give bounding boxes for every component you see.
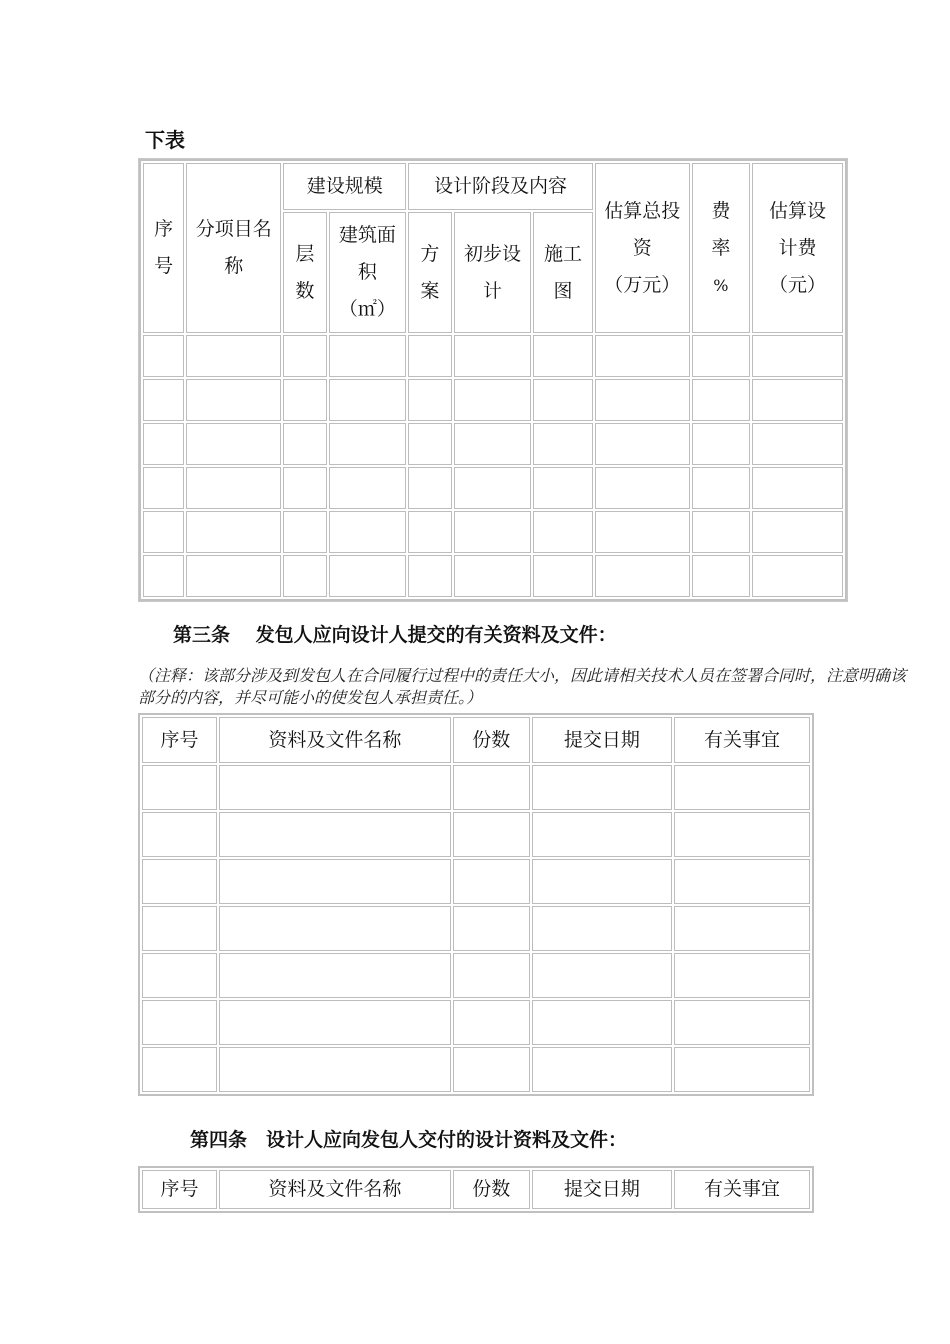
table-cell <box>329 555 407 597</box>
section4-title: 第四条 设计人应向发包人交付的设计资料及文件： <box>190 1129 628 1151</box>
col-copies: 份数 <box>453 717 530 763</box>
table-cell <box>454 335 532 377</box>
header-preliminary-design: 初步设 计 <box>454 212 532 333</box>
table-cell <box>454 467 532 509</box>
table-row <box>143 379 843 421</box>
table-cell <box>674 1047 810 1092</box>
table-cell <box>453 1000 530 1045</box>
header-estimated-investment: 估算总投 资 （万元） <box>595 163 690 333</box>
table-cell <box>329 423 407 465</box>
table-cell <box>219 953 451 998</box>
table-row <box>143 423 843 465</box>
col-remarks: 有关事宜 <box>674 1170 810 1209</box>
header-floors: 层 数 <box>283 212 326 333</box>
table-cell <box>532 812 672 857</box>
table-cell <box>692 423 751 465</box>
design-fee-table <box>139 159 847 601</box>
table-cell <box>692 555 751 597</box>
table-cell <box>143 511 184 553</box>
table-cell <box>283 335 326 377</box>
table-cell <box>219 906 451 951</box>
table-cell <box>533 379 593 421</box>
table-cell <box>692 467 751 509</box>
table-cell <box>283 423 326 465</box>
table-cell <box>143 555 184 597</box>
table-cell <box>454 423 532 465</box>
table-cell <box>674 1000 810 1045</box>
col-submit-date: 提交日期 <box>532 717 672 763</box>
table-cell <box>453 906 530 951</box>
table-cell <box>143 379 184 421</box>
table-cell <box>142 812 217 857</box>
table-cell <box>532 906 672 951</box>
table-cell <box>283 467 326 509</box>
header-floor-area: 建筑面 积 （㎡） <box>329 212 407 333</box>
table-cell <box>219 1047 451 1092</box>
table-row <box>143 511 843 553</box>
table-cell <box>453 812 530 857</box>
table-cell <box>454 555 532 597</box>
table-cell <box>532 1047 672 1092</box>
table-cell <box>674 859 810 904</box>
col-seq: 序号 <box>142 1170 217 1209</box>
table-cell <box>142 765 217 810</box>
client-documents-table <box>138 713 814 1096</box>
table-row <box>142 765 810 810</box>
table-cell <box>692 379 751 421</box>
table-cell <box>453 1047 530 1092</box>
table-cell <box>532 1000 672 1045</box>
table-cell <box>453 765 530 810</box>
table-cell <box>142 953 217 998</box>
table-cell <box>142 1047 217 1092</box>
table-cell <box>595 511 690 553</box>
table-cell <box>142 1000 217 1045</box>
col-doc-name: 资料及文件名称 <box>219 717 451 763</box>
table-row <box>142 906 810 951</box>
table-cell <box>532 765 672 810</box>
table-cell <box>186 511 281 553</box>
table-row <box>143 467 843 509</box>
table-cell <box>283 555 326 597</box>
table-cell <box>752 379 843 421</box>
table-row <box>142 859 810 904</box>
table-cell <box>143 335 184 377</box>
table-cell <box>408 511 451 553</box>
table-row <box>143 335 843 377</box>
header-construction-drawing: 施工 图 <box>533 212 593 333</box>
table-row <box>142 1047 810 1092</box>
header-fee-rate: 费 率 % <box>692 163 751 333</box>
table-cell <box>674 953 810 998</box>
table-cell <box>219 1000 451 1045</box>
table-cell <box>219 765 451 810</box>
table-cell <box>329 511 407 553</box>
table-cell <box>143 467 184 509</box>
heading: 下表 <box>145 128 185 152</box>
table-cell <box>219 859 451 904</box>
table-cell <box>219 812 451 857</box>
table-cell <box>532 953 672 998</box>
table-cell <box>283 379 326 421</box>
header-seq: 序 号 <box>143 163 184 333</box>
header-scheme: 方 案 <box>408 212 451 333</box>
table-cell <box>408 555 451 597</box>
col-seq: 序号 <box>142 717 217 763</box>
col-remarks: 有关事宜 <box>674 717 810 763</box>
table-cell <box>186 379 281 421</box>
table-cell <box>752 423 843 465</box>
table-cell <box>186 467 281 509</box>
table-cell <box>329 467 407 509</box>
table-cell <box>454 379 532 421</box>
header-estimated-fee: 估算设 计费 （元） <box>752 163 843 333</box>
table-cell <box>329 335 407 377</box>
table-cell <box>595 379 690 421</box>
table-cell <box>186 423 281 465</box>
table-cell <box>752 511 843 553</box>
table-row <box>142 953 810 998</box>
table-cell <box>142 859 217 904</box>
table-cell <box>408 379 451 421</box>
col-copies: 份数 <box>453 1170 530 1209</box>
table-cell <box>143 423 184 465</box>
table-cell <box>674 765 810 810</box>
header-design-stage: 设计阶段及内容 <box>408 163 593 210</box>
table-cell <box>453 859 530 904</box>
section3-title: 第三条 发包人应向设计人提交的有关资料及文件： <box>173 624 617 646</box>
col-submit-date: 提交日期 <box>532 1170 672 1209</box>
table-cell <box>595 423 690 465</box>
table-cell <box>533 511 593 553</box>
header-item-name: 分项目名 称 <box>186 163 281 333</box>
section3-note: （注释：该部分涉及到发包人在合同履行过程中的责任大小，因此请相关技术人员在签署合同时，注意明确该部分的内容，并尽可能小的使发包人承担责任。） <box>138 666 907 707</box>
col-doc-name: 资料及文件名称 <box>219 1170 451 1209</box>
table-cell <box>532 859 672 904</box>
table-cell <box>595 555 690 597</box>
table-cell <box>692 335 751 377</box>
table-row <box>142 812 810 857</box>
table-cell <box>752 555 843 597</box>
table-cell <box>408 335 451 377</box>
table-cell <box>692 511 751 553</box>
table-row <box>142 1000 810 1045</box>
table-cell <box>408 423 451 465</box>
table-cell <box>674 812 810 857</box>
table-cell <box>408 467 451 509</box>
table-cell <box>186 555 281 597</box>
table-cell <box>752 335 843 377</box>
table-cell <box>533 423 593 465</box>
table-cell <box>674 906 810 951</box>
table-cell <box>453 953 530 998</box>
header-build-scale: 建设规模 <box>283 163 406 210</box>
table-cell <box>283 511 326 553</box>
table-row <box>143 555 843 597</box>
table-cell <box>533 555 593 597</box>
designer-deliverables-table <box>138 1166 814 1213</box>
table-cell <box>752 467 843 509</box>
table-cell <box>142 906 217 951</box>
table-cell <box>533 335 593 377</box>
table-cell <box>595 467 690 509</box>
table-cell <box>186 335 281 377</box>
table-cell <box>533 467 593 509</box>
table-cell <box>329 379 407 421</box>
table-cell <box>595 335 690 377</box>
table-cell <box>454 511 532 553</box>
